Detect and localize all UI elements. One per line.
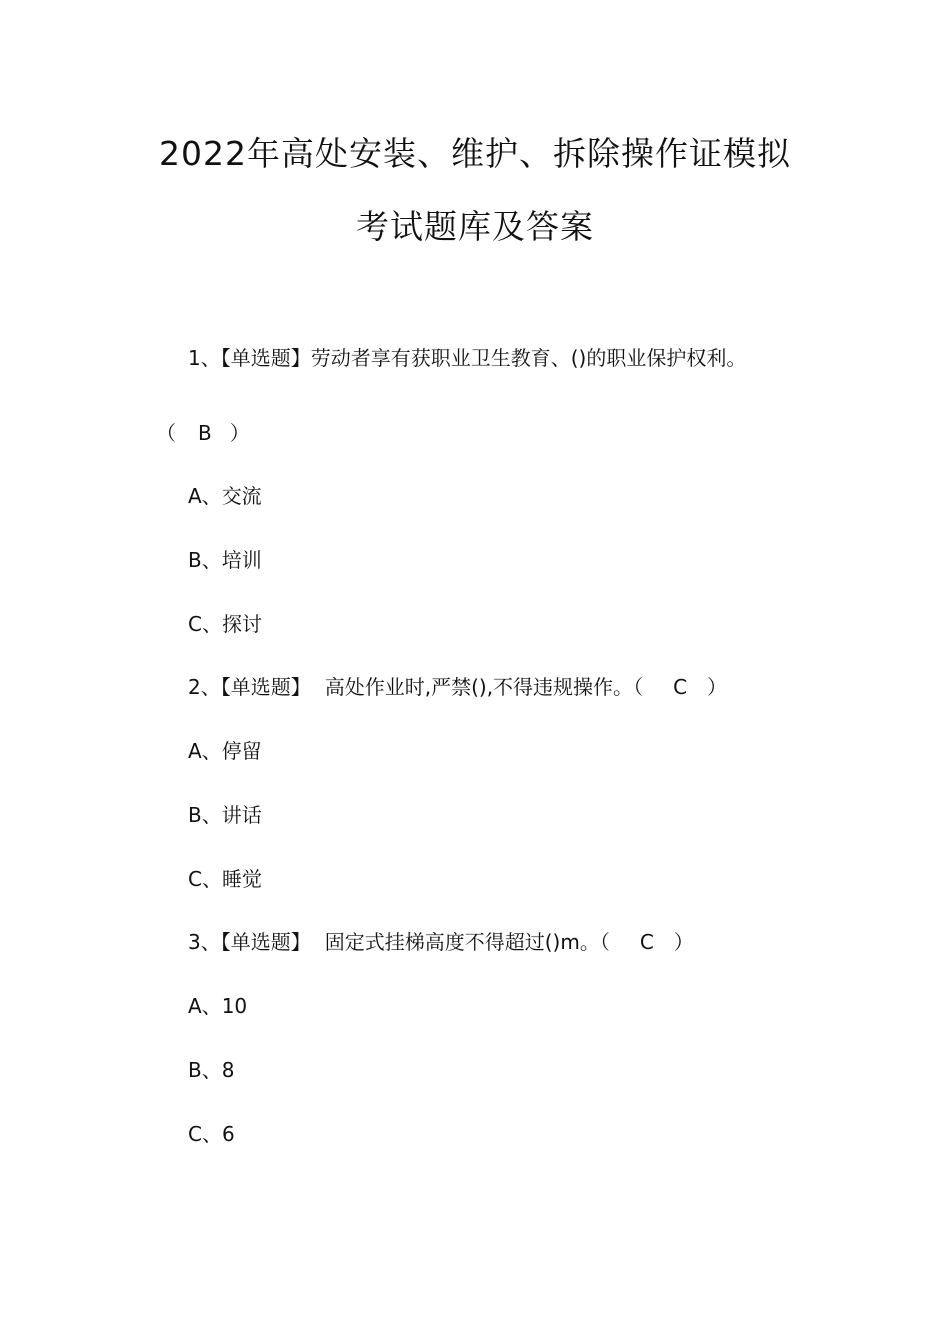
option-label: C、 <box>188 867 222 891</box>
document-title-line-2: 考试题库及答案 <box>356 207 594 246</box>
option-label: C、 <box>188 612 222 636</box>
question-3-option-c <box>188 1121 235 1147</box>
document-title-line-1: 2022年高处安装、维护、拆除操作证模拟 <box>159 134 791 173</box>
answer-open-paren: （ <box>599 930 610 954</box>
question-text: 劳动者享有获职业卫生教育、()的职业保护权利。 <box>310 346 747 370</box>
question-2-option-b <box>188 802 262 828</box>
answer-close-paren: ） <box>229 421 250 445</box>
question-number: 1、 <box>188 346 221 370</box>
answer-letter: C <box>673 675 688 699</box>
question-2-option-c <box>188 866 262 892</box>
option-label: A、 <box>188 994 222 1018</box>
answer-close-paren: ） <box>673 930 694 954</box>
option-text: 讲话 <box>221 803 262 827</box>
answer-open-paren: （ <box>633 675 644 699</box>
answer-close-paren: ） <box>707 675 728 699</box>
option-text: 停留 <box>221 739 262 763</box>
question-2-option-a <box>188 738 262 764</box>
answer-letter: C <box>639 930 654 954</box>
option-text: 10 <box>221 994 248 1018</box>
option-label: A、 <box>188 484 222 508</box>
question-1-option-b <box>188 547 262 573</box>
option-text: 探讨 <box>221 612 262 636</box>
question-type: 【单选题】 <box>220 930 311 954</box>
question-number: 3、 <box>188 930 221 954</box>
answer-open-paren: （ <box>156 421 176 445</box>
option-label: B、 <box>188 1058 222 1082</box>
option-label: B、 <box>188 548 222 572</box>
question-text: 固定式挂梯高度不得超过()m。 <box>324 930 600 954</box>
option-label: A、 <box>188 739 222 763</box>
question-number: 2、 <box>188 675 221 699</box>
question-1-option-a <box>188 483 262 509</box>
question-3 <box>188 929 694 955</box>
question-1 <box>188 345 746 371</box>
question-2 <box>188 674 727 700</box>
question-text: 高处作业时,严禁(),不得违规操作。 <box>324 675 634 699</box>
option-label: B、 <box>188 803 222 827</box>
option-label: C、 <box>188 1122 222 1146</box>
option-text: 6 <box>221 1122 235 1146</box>
option-text: 培训 <box>221 548 262 572</box>
question-1-answer <box>156 420 250 446</box>
question-3-option-a <box>188 993 247 1019</box>
question-3-option-b <box>188 1057 234 1083</box>
question-type: 【单选题】 <box>220 346 311 370</box>
answer-letter: B <box>198 421 212 445</box>
option-text: 交流 <box>221 484 262 508</box>
question-1-option-c <box>188 611 262 637</box>
option-text: 睡觉 <box>221 867 262 891</box>
option-text: 8 <box>221 1058 235 1082</box>
question-type: 【单选题】 <box>220 675 311 699</box>
